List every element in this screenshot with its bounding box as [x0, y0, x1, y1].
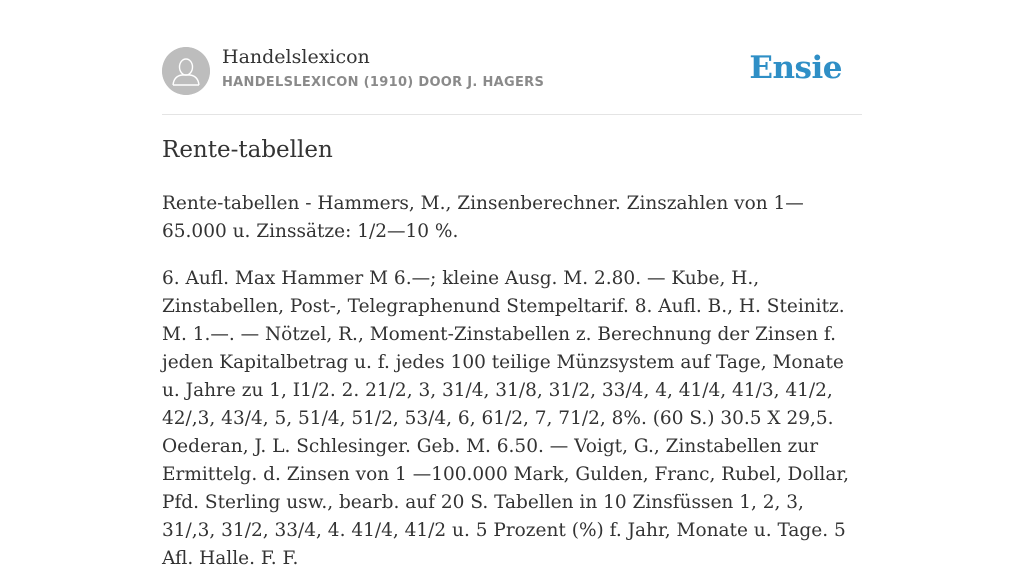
article-title: Rente-tabellen [162, 137, 333, 163]
source-name-link[interactable]: Handelslexicon [222, 46, 370, 68]
user-avatar-icon[interactable] [162, 47, 210, 95]
page [162, 0, 862, 569]
article-paragraph: Rente-tabellen - Hammers, M., Zinsenberechner. Zinszahlen von 1—65.000 u. Zinssätze: 1/2—10 %. [162, 193, 804, 242]
source-subtitle-link[interactable]: HANDELSLEXICON (1910) DOOR J. HAGERS [222, 75, 545, 90]
ensie-logo[interactable]: Ensie [749, 50, 842, 86]
article-paragraph: 6. Aufl. Max Hammer M 6.—; kleine Ausg. M. 2.80. — Kube, H., Zinstabellen, Post-, Telegraphenund Stempeltarif. 8. Aufl. B., H. Steinitz. M. 1.—. — Nötzel, R., Moment-Zinstabellen z. Berechnung der Zinsen f. jeden Kapitalbetrag u. f. jedes 100 teilige Münzsystem auf Tage, Monate u. Jahre zu 1, I1/2. 2. 21/2, 3, 31/4, 31/8, 31/2, 33/4, 4, 41/4, 41/3, 41/2, 42/,3, 43/4, 5, 51/4, 51/2, 53/4, 6, 61/2, 7, 71/2, 8%. (60 S.) 30.5 X 29,5. Oederan, J. L. Schlesinger. Geb. M. 6.50. — Voigt, G., Zinstabellen zur Ermittelg. d. Zinsen von 1 —100.000 Mark, Gulden, Franc, Rubel, Dollar, Pfd. Sterling usw., bearb. auf 20 S. Tabellen in 10 Zinsfüssen 1, 2, 3, 31/,3, 31/2, 33/4, 4. 41/4, 41/2 u. 5 Prozent (%) f. Jahr, Monate u. Tage. 5 Afl. Halle. F. F. [162, 268, 850, 569]
source-header [162, 0, 862, 115]
